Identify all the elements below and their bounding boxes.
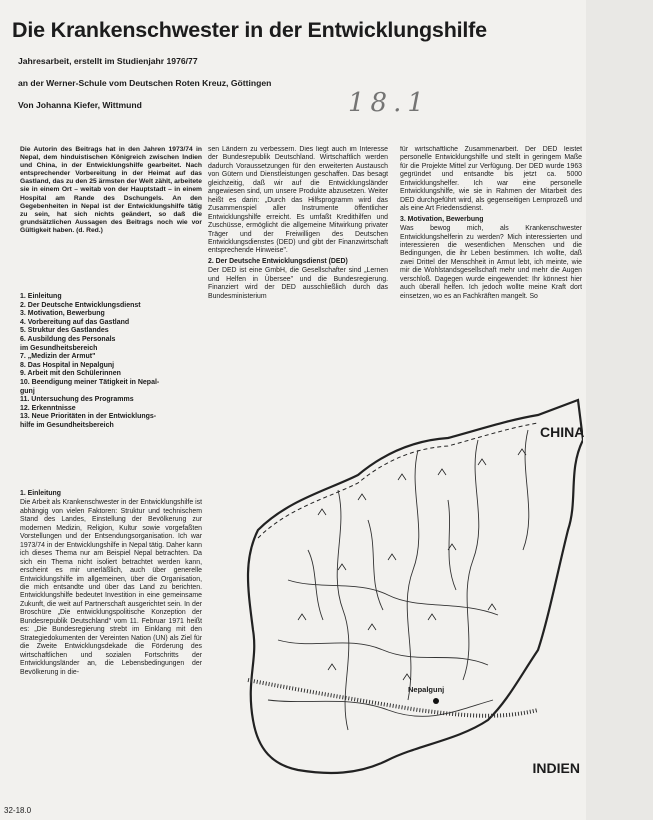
subtitle-school: an der Werner-Schule vom Deutschen Roten Kreuz, Göttingen bbox=[18, 78, 272, 88]
toc-item: im Gesundheitsbereich bbox=[20, 344, 98, 352]
column-1-text: Die Arbeit als Krankenschwester in der Entwicklungshilfe ist abhängig von vielen Faktoren: Struktur und technischem Stand des Landes, Einstellung der Bevölkerung zur modernen Medizin, Religion, Kultur sowie vorgefaßten Vorstellungen und der Entsendungsorganisation. Ich war 1973/74 in der Entwicklungshilfe in Nepal tätig. Daher kann ich dieses Thema nur am Beispiel Nepal betrachten. Da sich ein Thema nicht isoliert betrachtet werden kann, erscheint es mir unerläßlich, auch über generelle Entwicklungshilfe im allgemeinen, über die Organisation, die mich entsandte und über das Land zu berichten. Entwicklungshilfe bedeutet Investition in eine gemeinsame Zukunft, die weit auf Partnerschaft ausgerichtet sein. In der Broschüre „Die entwicklungspolitische Konzeption der Bundesrepublik Deutschland" vom 11. Februar 1971 heißt es: „Die Bundesregierung strebt im Einklang mit den Strategiedokumenten der Vereinten Nation (UN) als Ziel für die Zweite Entwicklungsdekade die Förderung des wirtschaftlichen und sozialen Fortschritts der Entwicklungsländer an, die Lebensbedingungen der Bevölkerung in die- bbox=[20, 499, 202, 676]
page-number: 32-18.0 bbox=[4, 806, 32, 815]
column-2-text-2: Der DED ist eine GmbH, die Gesellschafter sind „Lernen und Helfen in Übersee" und die Bundesregierung. Finanziert wird der DED ausschließlich durch das Bundesministerium bbox=[208, 267, 388, 300]
toc-item: 3. Motivation, Bewerbung bbox=[20, 310, 105, 318]
author-line: Von Johanna Kiefer, Wittmund bbox=[18, 100, 142, 110]
scan-edge bbox=[586, 0, 653, 820]
toc-item: 7. „Medizin der Armut" bbox=[20, 353, 96, 361]
section-heading-motivation: 3. Motivation, Bewerbung bbox=[400, 215, 484, 223]
toc-item: gunj bbox=[20, 387, 35, 395]
map-label-nepalgunj: Nepalgunj bbox=[408, 685, 445, 694]
column-2-text: sen Ländern zu verbessern. Dies liegt auch im Interesse der Bundesrepublik Deutschland. Wirtschaftlich werden dadurch Voraussetzungen für den erweiterten Austausch von Gütern und Dienstleistungen geschaffen. Das besagt gleichzeitig, daß wir auf die Entwicklungsländer angewiesen sind, um unsere Produkte abzusetzen. Weiter heißt es darin: „Durch das Hilfsprogramm wird das Zusammenspiel aller Instrumente öffentlicher Entwicklungshilfe erreicht. Es umfaßt Kredithilfen und Zuschüsse, ermöglicht die allgemeine Mitwirkung privater Träger und der Freiwilligen des Deutschen Entwicklungsdienstes (DED) und gibt der Finanzwirtschaft entsprechende Hinweise". bbox=[208, 146, 388, 255]
editorial-intro: Die Autorin des Beitrags hat in den Jahren 1973/74 in Nepal, dem hinduistischen Königreich zwischen Indien und China, in der Entwicklungshilfe gearbeitet. Nach entsprechender Vorbereitung in der Heimat auf das Gastland, das zu den 25 ärmsten der Welt zählt, arbeitete sie in einem Ort – weitab von der Hauptstadt – in einem Hospital am Rande des Dschungels. An den Gegebenheiten in Nepal ist der Entwicklungshilfe tätig zu sein, hat sich nichts geändert, so daß die grundsätzlichen Aussagen des Beitrags noch wie vor Gültigkeit haben. (d. Red.) bbox=[20, 146, 202, 234]
subtitle-study-year: Jahresarbeit, erstellt im Studienjahr 1976/77 bbox=[18, 56, 198, 66]
toc-item: 5. Struktur des Gastlandes bbox=[20, 327, 109, 335]
map-of-nepal bbox=[218, 380, 583, 794]
article-title: Die Krankenschwester in der Entwicklungshilfe bbox=[12, 18, 487, 42]
toc-item: 1. Einleitung bbox=[20, 293, 62, 300]
handwritten-annotation: 18.1 bbox=[348, 88, 430, 118]
toc-item: 13. Neue Prioritäten in der Entwicklungs- bbox=[20, 413, 157, 421]
toc-item: hilfe im Gesundheitsbereich bbox=[20, 421, 114, 429]
column-3-body bbox=[400, 146, 582, 378]
column-1-body bbox=[20, 488, 202, 806]
toc-item: 2. Der Deutsche Entwicklungsdienst bbox=[20, 301, 141, 309]
toc-item: 10. Beendigung meiner Tätigkeit in Nepal- bbox=[20, 378, 160, 386]
toc-item: 11. Untersuchung des Programms bbox=[20, 396, 134, 404]
toc-item: 4. Vorbereitung auf das Gastland bbox=[20, 318, 130, 326]
toc-item: 8. Das Hospital in Nepalgunj bbox=[20, 361, 115, 369]
map-drawing bbox=[218, 380, 583, 794]
map-label-indien: INDIEN bbox=[532, 760, 580, 776]
toc-item: 6. Ausbildung des Personals bbox=[20, 335, 116, 343]
section-heading-ded: 2. Der Deutsche Entwicklungsdienst (DED) bbox=[208, 257, 348, 265]
map-label-china: CHINA bbox=[540, 424, 585, 440]
toc-item: 12. Erkenntnisse bbox=[20, 404, 76, 412]
section-heading-einleitung: 1. Einleitung bbox=[20, 490, 61, 497]
column-3-text: für wirtschaftliche Zusammenarbeit. Der DED leistet personelle Entwicklungshilfe und stellt in geringem Maße für die Projekte Mittel zur Verfügung. Der DED wurde 1963 gegründet und entsandte bis jetzt ca. 5000 Entwicklungshelfer. Ich war eine personelle Entwicklungshilfe, wie sie in Rahmen der Mitarbeit des DED durchgeführt wird, als gegenseitigen Lernprozeß und als eine Art Friedensdienst. bbox=[400, 146, 582, 213]
column-2-body bbox=[208, 146, 388, 372]
table-of-contents bbox=[20, 293, 200, 431]
toc-item: 9. Arbeit mit den Schülerinnen bbox=[20, 370, 121, 378]
column-3-text-2: Was bewog mich, als Krankenschwester Entwicklungshelferin zu werden? Mich interessierten und interessieren die wesentlichen Menschen und die Bedingungen, die ihr Leben bestimmen. Ich wollte, daß zwei Drittel der Menschheit in Armut lebt, ich meinte, wie mir die Wohlstandsgesellschaft mehr und mehr die Augen verschloß. Dagegen wurde eingewendet: Ihr könnest hier auch überall helfen. Ich jedoch wollte meine Kraft dort einsetzen, wo es an Fachkräften mangelt. So bbox=[400, 225, 582, 300]
